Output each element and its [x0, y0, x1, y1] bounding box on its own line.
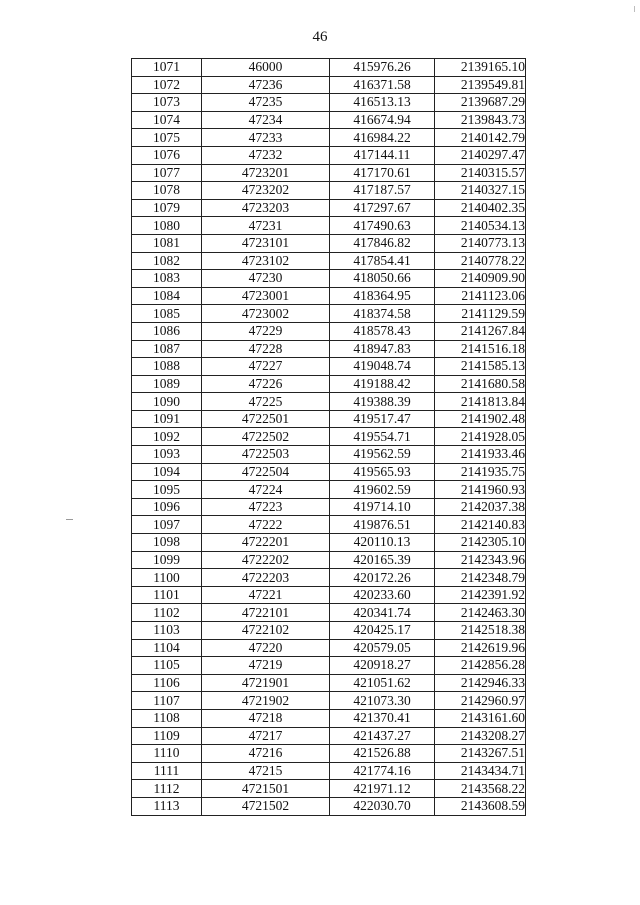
y-coordinate-cell: 2142619.96: [435, 639, 526, 657]
y-coordinate-cell: 2142856.28: [435, 657, 526, 675]
x-coordinate-cell: 417297.67: [330, 199, 435, 217]
x-coordinate-cell: 419388.39: [330, 393, 435, 411]
x-coordinate-cell: 419565.93: [330, 463, 435, 481]
y-coordinate-cell: 2142960.97: [435, 692, 526, 710]
y-coordinate-cell: 2141935.75: [435, 463, 526, 481]
y-coordinate-cell: 2140327.15: [435, 182, 526, 200]
row-number-cell: 1092: [132, 428, 202, 446]
point-id-cell: 4721902: [202, 692, 330, 710]
y-coordinate-cell: 2142391.92: [435, 586, 526, 604]
row-number-cell: 1079: [132, 199, 202, 217]
table-row: [132, 692, 526, 710]
x-coordinate-cell: 418050.66: [330, 270, 435, 288]
row-number-cell: 1095: [132, 481, 202, 499]
y-coordinate-cell: 2142343.96: [435, 551, 526, 569]
x-coordinate-cell: 417144.11: [330, 146, 435, 164]
point-id-cell: 4722201: [202, 534, 330, 552]
point-id-cell: 4721502: [202, 797, 330, 815]
row-number-cell: 1097: [132, 516, 202, 534]
x-coordinate-cell: 420918.27: [330, 657, 435, 675]
y-coordinate-cell: 2143434.71: [435, 762, 526, 780]
y-coordinate-cell: 2141680.58: [435, 375, 526, 393]
x-coordinate-cell: 420172.26: [330, 569, 435, 587]
point-id-cell: 4723002: [202, 305, 330, 323]
point-id-cell: 4722102: [202, 622, 330, 640]
y-coordinate-cell: 2140315.57: [435, 164, 526, 182]
table-row: [132, 252, 526, 270]
table-row: [132, 569, 526, 587]
x-coordinate-cell: 421051.62: [330, 674, 435, 692]
row-number-cell: 1085: [132, 305, 202, 323]
x-coordinate-cell: 416513.13: [330, 94, 435, 112]
y-coordinate-cell: 2142037.38: [435, 498, 526, 516]
point-id-cell: 47216: [202, 745, 330, 763]
table-row: [132, 516, 526, 534]
row-number-cell: 1074: [132, 111, 202, 129]
x-coordinate-cell: 422030.70: [330, 797, 435, 815]
table-row: [132, 639, 526, 657]
x-coordinate-cell: 420341.74: [330, 604, 435, 622]
table-row: [132, 657, 526, 675]
row-number-cell: 1088: [132, 358, 202, 376]
x-coordinate-cell: 417490.63: [330, 217, 435, 235]
x-coordinate-cell: 421073.30: [330, 692, 435, 710]
row-number-cell: 1105: [132, 657, 202, 675]
y-coordinate-cell: 2140534.13: [435, 217, 526, 235]
row-number-cell: 1111: [132, 762, 202, 780]
table-row: [132, 762, 526, 780]
table-row: [132, 59, 526, 77]
point-id-cell: 4722203: [202, 569, 330, 587]
point-id-cell: 47221: [202, 586, 330, 604]
point-id-cell: 47233: [202, 129, 330, 147]
row-number-cell: 1096: [132, 498, 202, 516]
y-coordinate-cell: 2141813.84: [435, 393, 526, 411]
table-row: [132, 270, 526, 288]
x-coordinate-cell: 421971.12: [330, 780, 435, 798]
x-coordinate-cell: 419554.71: [330, 428, 435, 446]
table-row: [132, 129, 526, 147]
y-coordinate-cell: 2139687.29: [435, 94, 526, 112]
row-number-cell: 1083: [132, 270, 202, 288]
y-coordinate-cell: 2140142.79: [435, 129, 526, 147]
point-id-cell: 47228: [202, 340, 330, 358]
table-row: [132, 428, 526, 446]
point-id-cell: 47234: [202, 111, 330, 129]
point-id-cell: 47215: [202, 762, 330, 780]
y-coordinate-cell: 2143161.60: [435, 709, 526, 727]
scan-edge-mark: [634, 6, 635, 12]
row-number-cell: 1108: [132, 709, 202, 727]
point-id-cell: 47217: [202, 727, 330, 745]
point-id-cell: 47224: [202, 481, 330, 499]
table-row: [132, 463, 526, 481]
table-row: [132, 481, 526, 499]
x-coordinate-cell: 418374.58: [330, 305, 435, 323]
row-number-cell: 1099: [132, 551, 202, 569]
table-row: [132, 780, 526, 798]
point-id-cell: 4722502: [202, 428, 330, 446]
point-id-cell: 4722101: [202, 604, 330, 622]
row-number-cell: 1087: [132, 340, 202, 358]
x-coordinate-cell: 419188.42: [330, 375, 435, 393]
row-number-cell: 1106: [132, 674, 202, 692]
table-row: [132, 727, 526, 745]
x-coordinate-cell: 415976.26: [330, 59, 435, 77]
row-number-cell: 1073: [132, 94, 202, 112]
table-row: [132, 305, 526, 323]
row-number-cell: 1113: [132, 797, 202, 815]
row-number-cell: 1101: [132, 586, 202, 604]
row-number-cell: 1086: [132, 322, 202, 340]
point-id-cell: 47232: [202, 146, 330, 164]
point-id-cell: 46000: [202, 59, 330, 77]
y-coordinate-cell: 2140402.35: [435, 199, 526, 217]
row-number-cell: 1098: [132, 534, 202, 552]
point-id-cell: 4723202: [202, 182, 330, 200]
table-row: [132, 410, 526, 428]
row-number-cell: 1100: [132, 569, 202, 587]
y-coordinate-cell: 2142305.10: [435, 534, 526, 552]
point-id-cell: 4723203: [202, 199, 330, 217]
x-coordinate-cell: 420425.17: [330, 622, 435, 640]
table-body: [132, 59, 526, 816]
coordinates-table-container: [131, 58, 526, 816]
x-coordinate-cell: 419562.59: [330, 446, 435, 464]
point-id-cell: 47220: [202, 639, 330, 657]
y-coordinate-cell: 2142348.79: [435, 569, 526, 587]
point-id-cell: 4722501: [202, 410, 330, 428]
row-number-cell: 1072: [132, 76, 202, 94]
x-coordinate-cell: 418947.83: [330, 340, 435, 358]
table-row: [132, 111, 526, 129]
x-coordinate-cell: 416984.22: [330, 129, 435, 147]
table-row: [132, 217, 526, 235]
point-id-cell: 4721901: [202, 674, 330, 692]
x-coordinate-cell: 419517.47: [330, 410, 435, 428]
y-coordinate-cell: 2140909.90: [435, 270, 526, 288]
table-row: [132, 164, 526, 182]
point-id-cell: 47231: [202, 217, 330, 235]
row-number-cell: 1093: [132, 446, 202, 464]
x-coordinate-cell: 417170.61: [330, 164, 435, 182]
row-number-cell: 1090: [132, 393, 202, 411]
y-coordinate-cell: 2141933.46: [435, 446, 526, 464]
x-coordinate-cell: 421370.41: [330, 709, 435, 727]
point-id-cell: 4722202: [202, 551, 330, 569]
row-number-cell: 1102: [132, 604, 202, 622]
x-coordinate-cell: 419048.74: [330, 358, 435, 376]
row-number-cell: 1089: [132, 375, 202, 393]
table-row: [132, 94, 526, 112]
x-coordinate-cell: 418578.43: [330, 322, 435, 340]
margin-mark: [66, 519, 73, 520]
table-row: [132, 76, 526, 94]
x-coordinate-cell: 417187.57: [330, 182, 435, 200]
point-id-cell: 4723102: [202, 252, 330, 270]
row-number-cell: 1110: [132, 745, 202, 763]
table-row: [132, 182, 526, 200]
x-coordinate-cell: 420110.13: [330, 534, 435, 552]
table-row: [132, 199, 526, 217]
table-row: [132, 674, 526, 692]
row-number-cell: 1077: [132, 164, 202, 182]
point-id-cell: 47230: [202, 270, 330, 288]
table-row: [132, 375, 526, 393]
y-coordinate-cell: 2141928.05: [435, 428, 526, 446]
x-coordinate-cell: 417854.41: [330, 252, 435, 270]
table-row: [132, 234, 526, 252]
point-id-cell: 47222: [202, 516, 330, 534]
table-row: [132, 797, 526, 815]
point-id-cell: 4723101: [202, 234, 330, 252]
x-coordinate-cell: 421526.88: [330, 745, 435, 763]
point-id-cell: 47226: [202, 375, 330, 393]
y-coordinate-cell: 2142518.38: [435, 622, 526, 640]
row-number-cell: 1109: [132, 727, 202, 745]
table-row: [132, 146, 526, 164]
point-id-cell: 47227: [202, 358, 330, 376]
x-coordinate-cell: 417846.82: [330, 234, 435, 252]
table-row: [132, 534, 526, 552]
row-number-cell: 1078: [132, 182, 202, 200]
point-id-cell: 47219: [202, 657, 330, 675]
y-coordinate-cell: 2141129.59: [435, 305, 526, 323]
point-id-cell: 47225: [202, 393, 330, 411]
row-number-cell: 1094: [132, 463, 202, 481]
table-row: [132, 498, 526, 516]
point-id-cell: 4722503: [202, 446, 330, 464]
x-coordinate-cell: 421774.16: [330, 762, 435, 780]
table-row: [132, 586, 526, 604]
row-number-cell: 1081: [132, 234, 202, 252]
y-coordinate-cell: 2142463.30: [435, 604, 526, 622]
y-coordinate-cell: 2140297.47: [435, 146, 526, 164]
y-coordinate-cell: 2143568.22: [435, 780, 526, 798]
y-coordinate-cell: 2143267.51: [435, 745, 526, 763]
y-coordinate-cell: 2142140.83: [435, 516, 526, 534]
table-row: [132, 622, 526, 640]
x-coordinate-cell: 421437.27: [330, 727, 435, 745]
table-row: [132, 709, 526, 727]
page-number: 46: [312, 29, 328, 45]
y-coordinate-cell: 2141585.13: [435, 358, 526, 376]
point-id-cell: 4722504: [202, 463, 330, 481]
point-id-cell: 47235: [202, 94, 330, 112]
row-number-cell: 1075: [132, 129, 202, 147]
y-coordinate-cell: 2142946.33: [435, 674, 526, 692]
y-coordinate-cell: 2139843.73: [435, 111, 526, 129]
coordinates-table: [131, 58, 526, 816]
row-number-cell: 1091: [132, 410, 202, 428]
x-coordinate-cell: 418364.95: [330, 287, 435, 305]
table-row: [132, 604, 526, 622]
x-coordinate-cell: 419876.51: [330, 516, 435, 534]
row-number-cell: 1080: [132, 217, 202, 235]
table-row: [132, 322, 526, 340]
row-number-cell: 1112: [132, 780, 202, 798]
row-number-cell: 1103: [132, 622, 202, 640]
table-row: [132, 287, 526, 305]
row-number-cell: 1071: [132, 59, 202, 77]
row-number-cell: 1076: [132, 146, 202, 164]
point-id-cell: 47218: [202, 709, 330, 727]
x-coordinate-cell: 420233.60: [330, 586, 435, 604]
point-id-cell: 4723201: [202, 164, 330, 182]
table-row: [132, 745, 526, 763]
y-coordinate-cell: 2143208.27: [435, 727, 526, 745]
y-coordinate-cell: 2143608.59: [435, 797, 526, 815]
x-coordinate-cell: 416371.58: [330, 76, 435, 94]
row-number-cell: 1104: [132, 639, 202, 657]
point-id-cell: 4721501: [202, 780, 330, 798]
point-id-cell: 47229: [202, 322, 330, 340]
table-row: [132, 358, 526, 376]
x-coordinate-cell: 419714.10: [330, 498, 435, 516]
row-number-cell: 1084: [132, 287, 202, 305]
point-id-cell: 47236: [202, 76, 330, 94]
y-coordinate-cell: 2141123.06: [435, 287, 526, 305]
point-id-cell: 4723001: [202, 287, 330, 305]
x-coordinate-cell: 420579.05: [330, 639, 435, 657]
x-coordinate-cell: 420165.39: [330, 551, 435, 569]
table-row: [132, 340, 526, 358]
row-number-cell: 1082: [132, 252, 202, 270]
x-coordinate-cell: 419602.59: [330, 481, 435, 499]
y-coordinate-cell: 2141516.18: [435, 340, 526, 358]
point-id-cell: 47223: [202, 498, 330, 516]
table-row: [132, 393, 526, 411]
table-row: [132, 446, 526, 464]
y-coordinate-cell: 2141267.84: [435, 322, 526, 340]
y-coordinate-cell: 2139165.10: [435, 59, 526, 77]
y-coordinate-cell: 2140773.13: [435, 234, 526, 252]
y-coordinate-cell: 2141960.93: [435, 481, 526, 499]
y-coordinate-cell: 2139549.81: [435, 76, 526, 94]
x-coordinate-cell: 416674.94: [330, 111, 435, 129]
table-row: [132, 551, 526, 569]
y-coordinate-cell: 2140778.22: [435, 252, 526, 270]
row-number-cell: 1107: [132, 692, 202, 710]
y-coordinate-cell: 2141902.48: [435, 410, 526, 428]
